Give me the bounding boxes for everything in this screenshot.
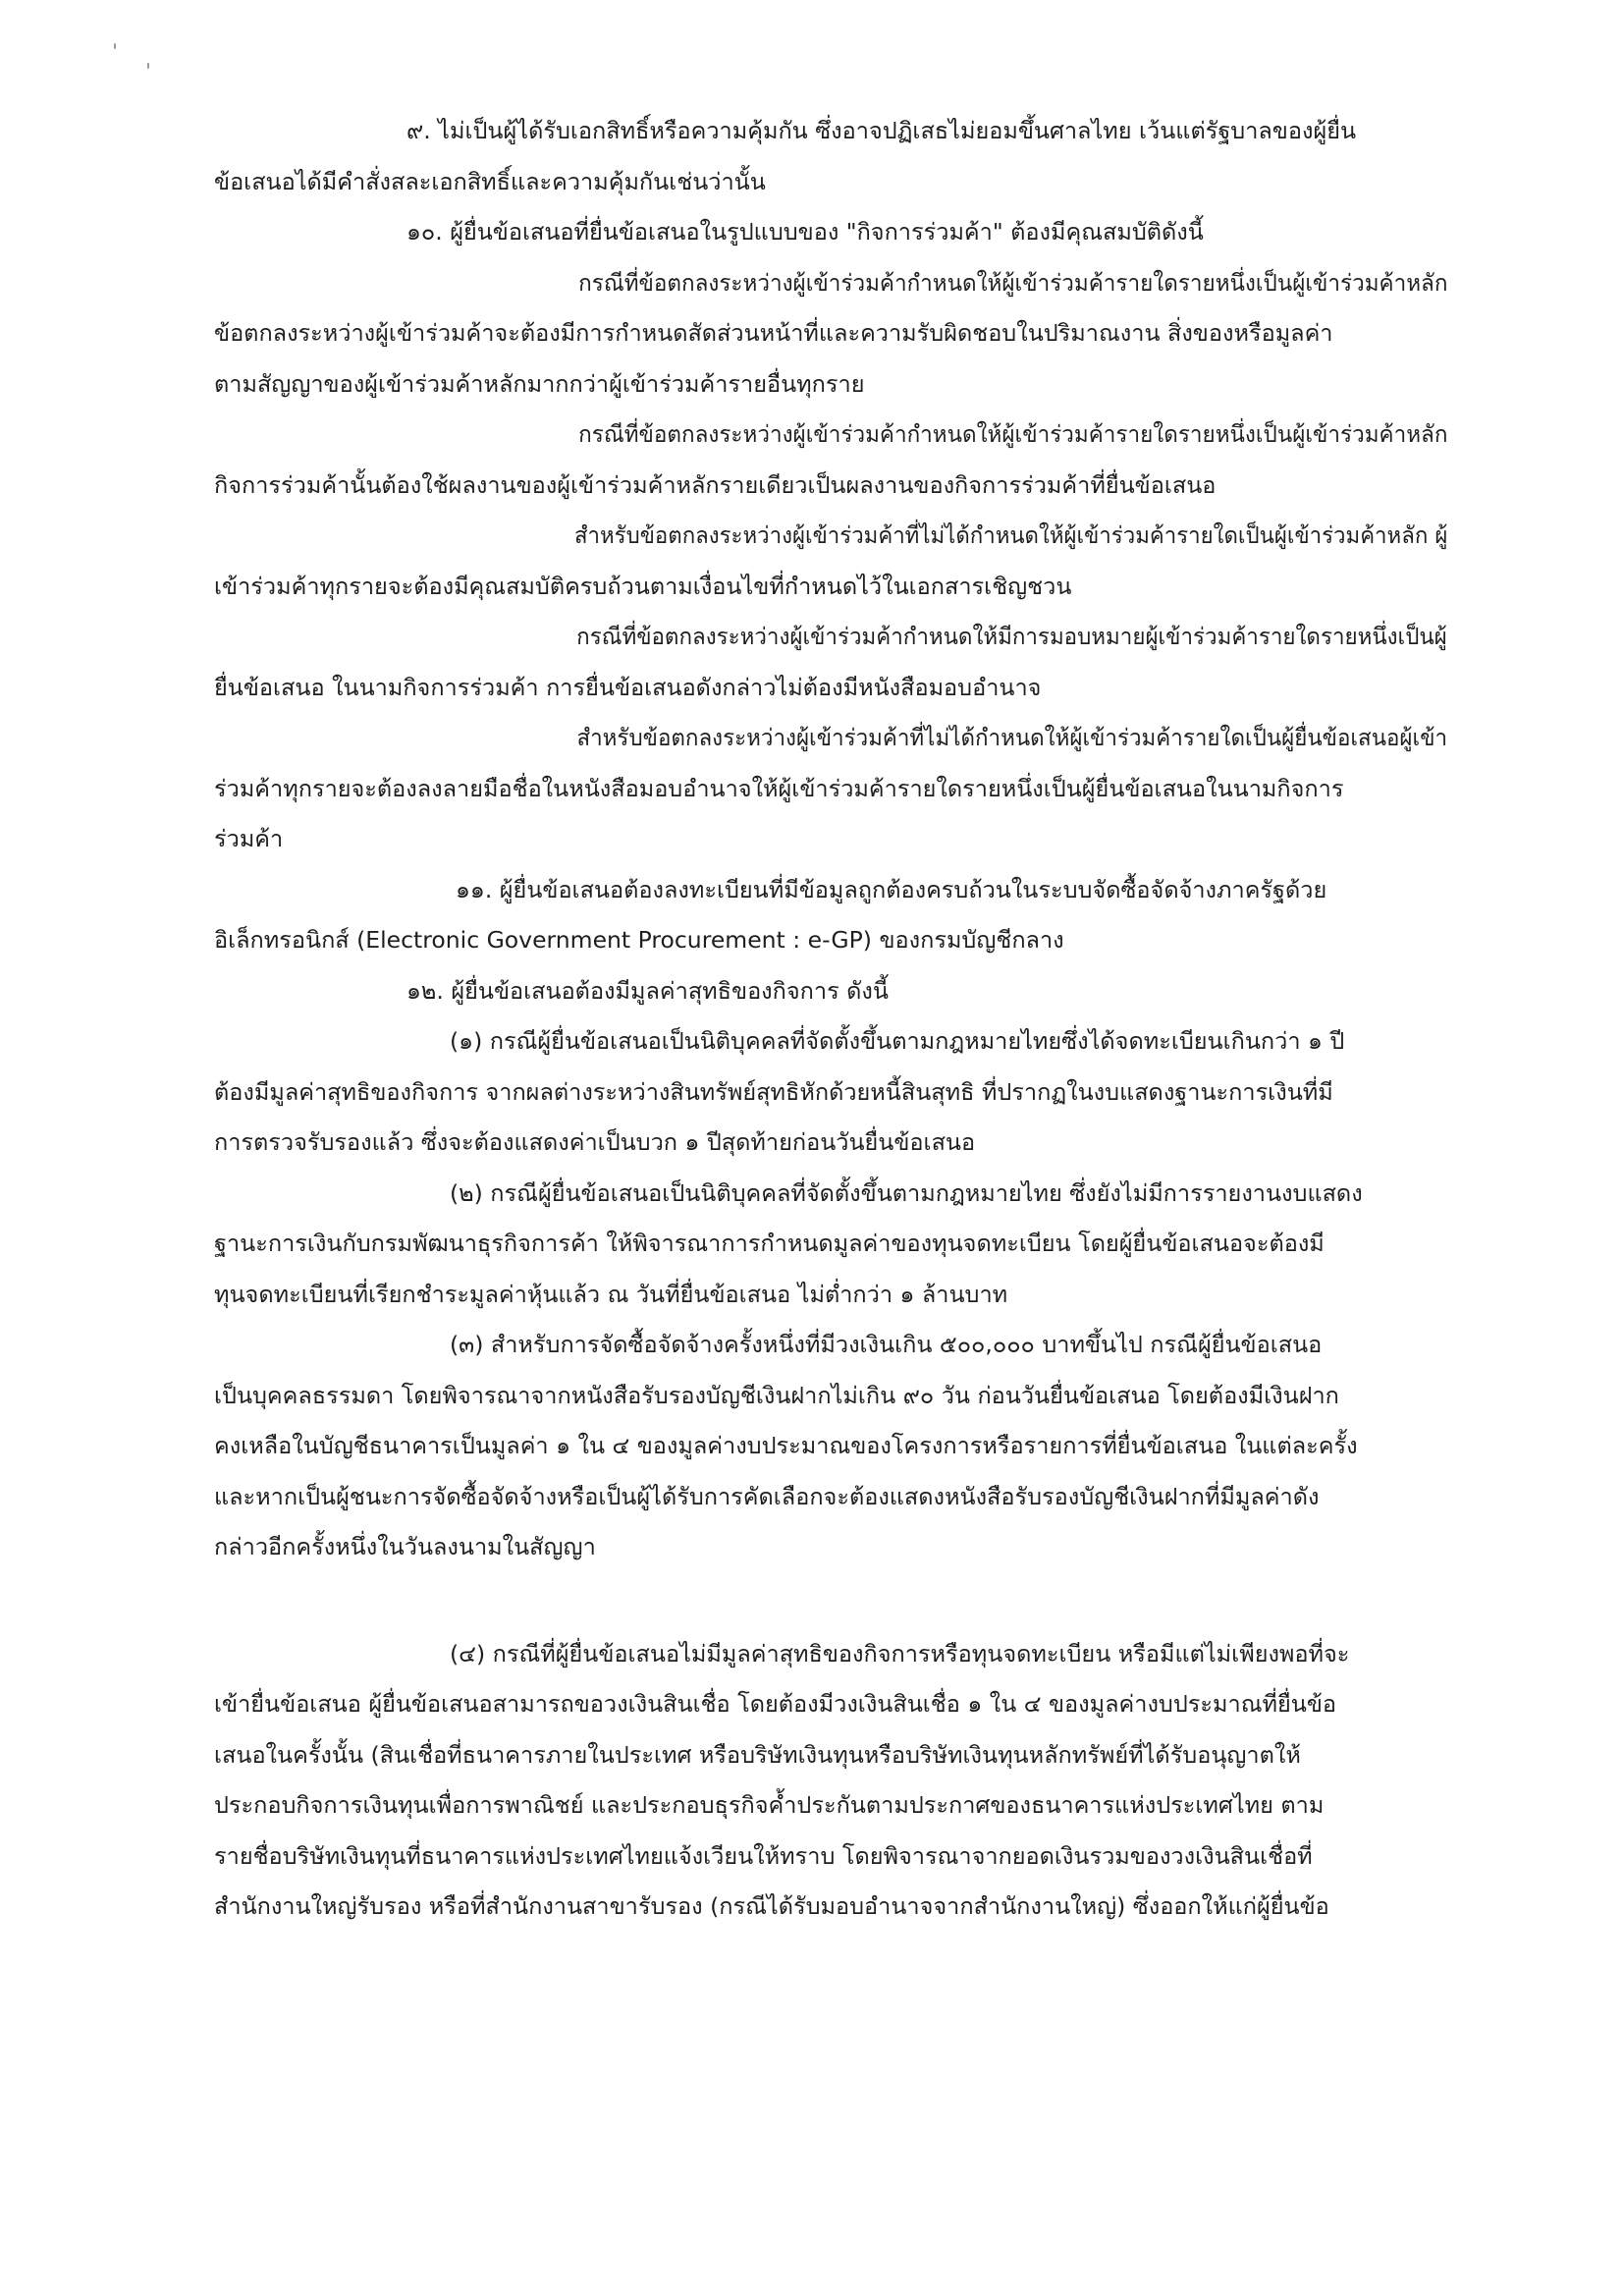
text-line: ยื่นข้อเสนอ ในนามกิจการร่วมค้า การยื่นข้อเสนอดังกล่าวไม่ต้องมีหนังสือมอบอำนาจ (214, 673, 1042, 701)
text-line: สำหรับข้อตกลงระหว่างผู้เข้าร่วมค้าที่ไม่ได้กำหนดให้ผู้เข้าร่วมค้ารายใดเป็นผู้ยื่นข้อเสนอผู้เข้า (576, 724, 1448, 751)
text-line: ตามสัญญาของผู้เข้าร่วมค้าหลักมากกว่าผู้เข้าร่วมค้ารายอื่นทุกราย (214, 369, 865, 398)
paragraph-subitem-2 (214, 1169, 1447, 1321)
text-line: สำนักงานใหญ่รับรอง หรือที่สำนักงานสาขารับรอง (กรณีได้รับมอบอำนาจจากสำนักงานใหญ่) ซึ่งออกให้แก่ผู้ยื่นข้อ (214, 1892, 1329, 1920)
text-line: กิจการร่วมค้านั้นต้องใช้ผลงานของผู้เข้าร่วมค้าหลักรายเดียวเป็นผลงานของกิจการร่วมค้าที่ยื่นข้อเสนอ (214, 470, 1217, 499)
paragraph-joint-venture-power-of-attorney (214, 713, 1447, 865)
text-line: ๑๒. ผู้ยื่นข้อเสนอต้องมีมูลค่าสุทธิของกิจการ ดังนี้ (406, 976, 889, 1005)
text-line: กรณีที่ข้อตกลงระหว่างผู้เข้าร่วมค้ากำหนดให้ผู้เข้าร่วมค้ารายใดรายหนึ่งเป็นผู้เข้าร่วมค้าหลัก (578, 268, 1448, 297)
paragraph-spacer (214, 1573, 1447, 1629)
text-line: ทุนจดทะเบียนที่เรียกชำระมูลค่าหุ้นแล้ว ณ วันที่ยื่นข้อเสนอ ไม่ต่ำกว่า ๑ ล้านบาท (214, 1280, 1008, 1308)
text-line: กรณีที่ข้อตกลงระหว่างผู้เข้าร่วมค้ากำหนดให้ผู้เข้าร่วมค้ารายใดรายหนึ่งเป็นผู้เข้าร่วมค้าหลัก (578, 420, 1448, 448)
text-line: การตรวจรับรองแล้ว ซึ่งจะต้องแสดงค่าเป็นบวก ๑ ปีสุดท้ายก่อนวันยื่นข้อเสนอ (214, 1128, 976, 1156)
text-line: และหากเป็นผู้ชนะการจัดซื้อจัดจ้างหรือเป็นผู้ได้รับการคัดเลือกจะต้องแสดงหนังสือรับรองบัญชีเงินฝากที่มีมูลค่าดัง (214, 1482, 1320, 1510)
text-line: ประกอบกิจการเงินทุนเพื่อการพาณิชย์ และประกอบธุรกิจค้ำประกันตามประกาศของธนาคารแห่งประเทศไทย ตาม (214, 1791, 1325, 1819)
text-line: ร่วมค้า (214, 825, 284, 852)
text-line: ข้อตกลงระหว่างผู้เข้าร่วมค้าจะต้องมีการกำหนดสัดส่วนหน้าที่และความรับผิดชอบในปริมาณงาน สิ่งของหรือมูลค่า (214, 319, 1333, 347)
paragraph-item-12 (214, 966, 1447, 1017)
text-line: ฐานะการเงินกับกรมพัฒนาธุรกิจการค้า ให้พิจารณาการกำหนดมูลค่าของทุนจดทะเบียน โดยผู้ยื่นข้อเสนอจะต้องมี (214, 1230, 1325, 1257)
text-line: เข้าร่วมค้าทุกรายจะต้องมีคุณสมบัติครบถ้วนตามเงื่อนไขที่กำหนดไว้ในเอกสารเชิญชวน (214, 572, 1072, 600)
text-line: ร่วมค้าทุกรายจะต้องลงลายมือชื่อในหนังสือมอบอำนาจให้ผู้เข้าร่วมค้ารายใดรายหนึ่งเป็นผู้ยื่นข้อเสนอในนามกิจการ (214, 774, 1344, 802)
text-line: รายชื่อบริษัทเงินทุนที่ธนาคารแห่งประเทศไทยแจ้งเวียนให้ทราบ โดยพิจารณาจากยอดเงินรวมของวงเงินสินเชื่อที่ (214, 1841, 1313, 1870)
scan-speck (147, 63, 149, 69)
scan-speck (114, 43, 116, 49)
text-line: ๑๐. ผู้ยื่นข้อเสนอที่ยื่นข้อเสนอในรูปแบบของ "กิจการร่วมค้า" ต้องมีคุณสมบัติดังนี้ (406, 218, 1204, 246)
text-line: (๒) กรณีผู้ยื่นข้อเสนอเป็นนิติบุคคลที่จัดตั้งขึ้นตามกฎหมายไทย ซึ่งยังไม่มีการรายงานงบแสดง (450, 1178, 1363, 1207)
paragraph-joint-venture-assigned-bidder (214, 612, 1447, 713)
text-line: (๔) กรณีที่ผู้ยื่นข้อเสนอไม่มีมูลค่าสุทธิของกิจการหรือทุนจดทะเบียน หรือมีแต่ไม่เพียงพอที่จะ (450, 1639, 1350, 1667)
paragraph-joint-venture-lead-share (214, 258, 1447, 410)
text-line: (๓) สำหรับการจัดซื้อจัดจ้างครั้งหนึ่งที่มีวงเงินเกิน ๕๐๐,๐๐๐ บาทขึ้นไป กรณีผู้ยื่นข้อเสนอ (450, 1331, 1323, 1358)
paragraph-item-9 (214, 106, 1447, 207)
paragraph-item-10 (214, 207, 1447, 258)
text-line: กล่าวอีกครั้งหนึ่งในวันลงนามในสัญญา (214, 1533, 596, 1560)
paragraph-subitem-4 (214, 1629, 1447, 1933)
text-line: สำหรับข้อตกลงระหว่างผู้เข้าร่วมค้าที่ไม่ได้กำหนดให้ผู้เข้าร่วมค้ารายใดเป็นผู้เข้าร่วมค้าหลัก ผู้ (573, 521, 1448, 549)
paragraph-joint-venture-no-lead (214, 511, 1447, 612)
text-line: ข้อเสนอได้มีคำสั่งสละเอกสิทธิ์และความคุ้มกันเช่นว่านั้น (214, 167, 766, 195)
text-line: เป็นบุคคลธรรมดา โดยพิจารณาจากหนังสือรับรองบัญชีเงินฝากไม่เกิน ๙๐ วัน ก่อนวันยื่นข้อเสนอ โดยต้องมีเงินฝาก (214, 1381, 1339, 1409)
text-line: ๙. ไม่เป็นผู้ได้รับเอกสิทธิ์หรือความคุ้มกัน ซึ่งอาจปฏิเสธไม่ยอมขึ้นศาลไทย เว้นแต่รัฐบาลของผู้ยื่น (406, 117, 1357, 144)
text-line: คงเหลือในบัญชีธนาคารเป็นมูลค่า ๑ ใน ๔ ของมูลค่างบประมาณของโครงการหรือรายการที่ยื่นข้อเสนอ ในแต่ละครั้ง (214, 1432, 1358, 1459)
text-line: เสนอในครั้งนั้น (สินเชื่อที่ธนาคารภายในประเทศ หรือบริษัทเงินทุนหรือบริษัทเงินทุนหลักทรัพย์ที่ได้รับอนุญาตให้ (214, 1740, 1301, 1769)
text-line: ๑๑. ผู้ยื่นข้อเสนอต้องลงทะเบียนที่มีข้อมูลถูกต้องครบถ้วนในระบบจัดซื้อจัดจ้างภาครัฐด้วย (456, 875, 1327, 903)
text-line: เข้ายื่นข้อเสนอ ผู้ยื่นข้อเสนอสามารถขอวงเงินสินเชื่อ โดยต้องมีวงเงินสินเชื่อ ๑ ใน ๔ ของมูลค่างบประมาณที่ยื่นข้อ (214, 1690, 1336, 1718)
paragraph-item-11 (214, 865, 1447, 966)
text-line: (๑) กรณีผู้ยื่นข้อเสนอเป็นนิติบุคคลที่จัดตั้งขึ้นตามกฎหมายไทยซึ่งได้จดทะเบียนเกินกว่า ๑ ปี (450, 1027, 1345, 1055)
document-body (214, 106, 1447, 1933)
text-line: ต้องมีมูลค่าสุทธิของกิจการ จากผลต่างระหว่างสินทรัพย์สุทธิหักด้วยหนี้สินสุทธิ ที่ปรากฏในงบแสดงฐานะการเงินที่มี (214, 1077, 1333, 1106)
text-line: อิเล็กทรอนิกส์ (Electronic Government Procurement : e-GP) ของกรมบัญชีกลาง (214, 926, 1064, 954)
paragraph-subitem-1 (214, 1016, 1447, 1169)
text-line: กรณีที่ข้อตกลงระหว่างผู้เข้าร่วมค้ากำหนดให้มีการมอบหมายผู้เข้าร่วมค้ารายใดรายหนึ่งเป็นผู้ (576, 623, 1447, 650)
paragraph-joint-venture-lead-work (214, 410, 1447, 511)
paragraph-subitem-3 (214, 1320, 1447, 1573)
